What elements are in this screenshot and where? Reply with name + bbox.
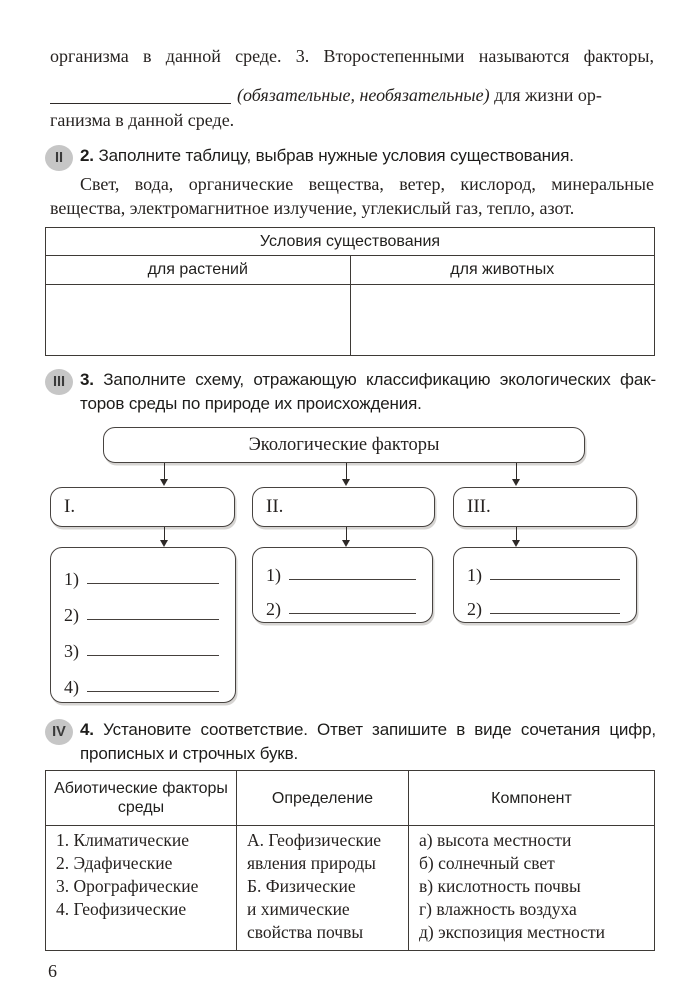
table-row: д) экспозиция местности [419,922,606,942]
down-arrow [164,463,165,479]
matching-column-header-component: Компонент [408,771,654,825]
table-row: Б. Физические [247,876,356,896]
item-number: 2) [266,599,281,619]
conditions-table [45,227,655,356]
classification-diagram [0,425,700,715]
task3-number: 3. [80,370,94,389]
down-arrow [516,463,517,479]
task2-header [45,144,656,171]
answer-cell-plants[interactable] [46,285,350,355]
item-number: 2) [64,605,79,625]
table-row: в) кислотность почвы [419,876,581,896]
list-item [51,554,235,590]
task4-roman-badge: IV [45,719,73,745]
table-row: 1. Климатические [56,830,189,850]
answer-cell-animals[interactable] [350,285,655,355]
answer-line[interactable] [490,613,620,614]
table-row: явления природы [247,853,376,873]
answer-line[interactable] [289,613,416,614]
conditions-table-title: Условия существования [46,228,654,256]
answer-line[interactable] [87,583,219,584]
matching-column-header-factors: Абиотические факторы среды [54,780,228,816]
answer-line[interactable] [289,579,416,580]
answer-line[interactable] [87,655,219,656]
list-item [253,586,432,620]
item-number: 4) [64,677,79,697]
table-row: свойства почвы [247,922,364,942]
column-header-animals: для животных [350,256,655,284]
table-row: 2. Эдафические [56,853,173,873]
table-row: А. Геофизические [247,830,382,850]
task2-title: Заполните таблицу, выбрав нужные условия существования. [98,146,574,165]
table-row: и химические [247,899,350,919]
intro-line-2-tail: для жизни ор- [494,85,602,105]
down-arrow [346,527,347,540]
intro-text-line-2 [50,83,654,108]
task2-roman-badge: II [45,145,73,171]
task4-title-line-1: Установите соответствие. Ответ запишите в виде сочетания цифр, [103,720,656,739]
matching-table [45,770,655,951]
matching-column-header-definition: Определение [236,771,408,825]
table-row: 3. Орографические [56,876,199,896]
diagram-root-box: Экологические факторы [103,427,585,463]
list-item [454,552,636,586]
item-number: 2) [467,599,482,619]
column-header-plants: для растений [147,261,248,278]
task3-title-line-1: Заполните схему, отражающую классификацию экологических фак- [103,370,656,389]
down-arrow [164,527,165,540]
answer-line[interactable] [87,619,219,620]
item-number: 3) [64,641,79,661]
diagram-branch-2-box[interactable]: II. [252,487,435,527]
task3-header [45,368,656,416]
intro-text-line-3: ганизма в данной среде. [50,110,235,130]
answer-blank[interactable] [50,90,231,104]
diagram-branch-1-box[interactable]: I. [50,487,235,527]
item-number: 1) [467,565,482,585]
down-arrow [516,527,517,540]
page-number: 6 [48,961,57,981]
diagram-branch-3-box[interactable]: III. [453,487,637,527]
list-item [454,586,636,620]
matching-cell-factors [46,826,236,950]
table-row: а) высота местности [419,830,572,850]
list-item [51,662,235,698]
word-bank-line-1: Свет, вода, органические вещества, ветер, кислород, минеральные [80,174,654,194]
list-item [253,552,432,586]
task4-title-line-2: прописных и строчных букв. [80,744,299,763]
task3-roman-badge: III [45,369,73,395]
down-arrow [346,463,347,479]
diagram-branch-1-list [50,547,236,703]
task3-title-line-2: торов среды по природе их происхождения. [80,394,422,413]
list-item [51,590,235,626]
answer-line[interactable] [87,691,219,692]
item-number: 1) [266,565,281,585]
item-number: 1) [64,569,79,589]
table-row: б) солнечный свет [419,853,555,873]
list-item [51,626,235,662]
task2-number: 2. [80,146,94,165]
answer-line[interactable] [490,579,620,580]
table-row: 4. Геофизические [56,899,187,919]
matching-cell-definition [236,826,408,950]
diagram-branch-2-list [252,547,433,623]
task4-number: 4. [80,720,94,739]
word-bank-line-2: вещества, электромагнитное излучение, углекислый газ, тепло, азот. [50,198,575,218]
diagram-branch-3-list [453,547,637,623]
task4-header [45,718,656,766]
intro-options-italic: (обязательные, необязательные) [237,85,490,105]
intro-text-line-1: организма в данной среде. 3. Второстепенными называются факторы, [50,46,654,66]
table-row: г) влажность воздуха [419,899,577,919]
matching-cell-component [408,826,654,950]
